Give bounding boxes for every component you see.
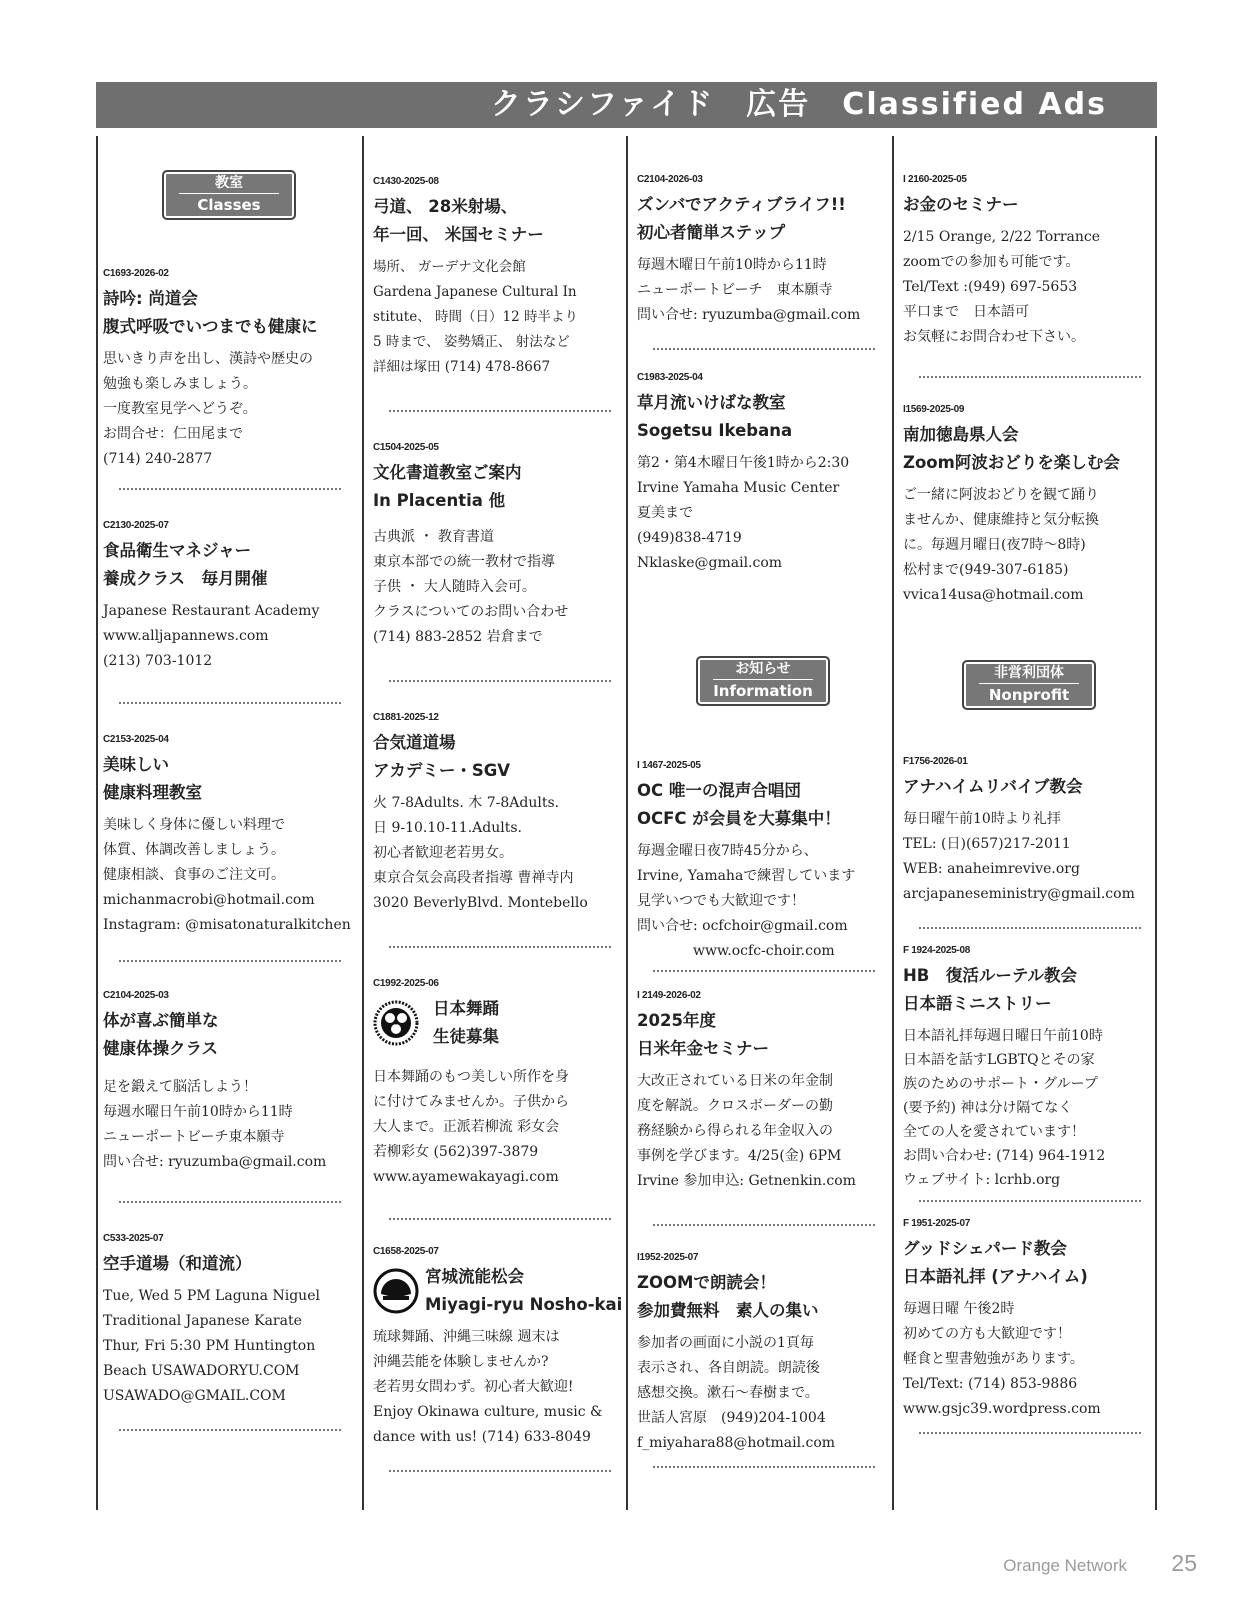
ad-title: 食品衛生マネジャー 養成クラス 毎月開催 xyxy=(103,541,268,588)
section-badge-information xyxy=(696,656,830,706)
ad-title: 日本舞踊 生徒募集 xyxy=(433,999,499,1046)
dotted-separator xyxy=(653,348,875,350)
classified-ad xyxy=(373,176,625,412)
badge-ja: お知らせ xyxy=(735,661,791,677)
classified-ad xyxy=(903,756,1155,929)
ad-body: 日本舞踊のもつ美しい所作を身 に付けてみませんか。子供から 大人まで。正派若柳流 彩女会 若柳彩女 (562)397-3879 www.ayamewakayagi.com xyxy=(373,1069,569,1185)
ad-body: 琉球舞踊、沖縄三味線 週末は 沖縄芸能を体験しませんか? 老若男女問わず。初心者大歓迎! Enjoy Okinawa culture, music & dance with us! (714) 633-8049 xyxy=(373,1329,603,1445)
ad-body: 毎日曜午前10時より礼拝 TEL: (日)(657)217-2011 WEB: anaheimrevive.org arcjapaneseministry@gmail.com xyxy=(903,811,1135,902)
ad-title: HB 復活ルーテル教会 日本語ミニストリー xyxy=(903,966,1078,1013)
classified-ad xyxy=(373,442,625,682)
classified-ad xyxy=(903,1218,1155,1434)
ad-body: Tue, Wed 5 PM Laguna Niguel Traditional Japanese Karate Thur, Fri 5:30 PM Huntington Beach USAWADORYU.COM USAWADO@GMAIL.COM xyxy=(103,1288,320,1404)
dotted-separator xyxy=(389,1218,611,1220)
column-1 xyxy=(103,150,355,1447)
ad-body: 第2・第4木曜日午後1時から2:30 Irvine Yamaha Music Center 夏美まで (949)838-4719 Nklaske@gmail.com xyxy=(637,455,850,571)
dotted-separator xyxy=(119,1429,341,1431)
ad-body: 2/15 Orange, 2/22 Torrance zoomでの参加も可能です。 Tel/Text :(949) 697-5653 平口まで 日本語可 お気軽にお問合わせ下さい。 xyxy=(903,229,1101,345)
classified-ad xyxy=(103,734,355,962)
ad-title: 宮城流能松会 Miyagi-ryu Nosho-kai xyxy=(425,1267,623,1314)
dotted-separator xyxy=(653,1224,875,1226)
fan-crest-logo-icon xyxy=(373,1268,419,1314)
column-rule xyxy=(892,136,894,1510)
column-rule xyxy=(96,136,98,1510)
ad-code: C2104-2025-03 xyxy=(103,990,169,1001)
dotted-separator xyxy=(389,946,611,948)
section-badge-nonprofit xyxy=(962,660,1096,710)
classified-ad xyxy=(373,978,625,1220)
column-rule xyxy=(362,136,364,1510)
ad-code: C1658-2025-07 xyxy=(373,1246,439,1257)
badge-en: Classes xyxy=(197,196,261,214)
dotted-separator xyxy=(119,488,341,490)
section-badge-classes xyxy=(162,170,296,220)
column-3 xyxy=(637,150,889,1484)
classified-ad xyxy=(637,990,889,1226)
ad-body: 場所、 ガーデナ文化会館 Gardena Japanese Cultural In stitute、 時間（日）12 時半より 5 時まで、 姿勢矯正、 射法など 詳細は塚田 (714) 478-8667 xyxy=(373,259,578,375)
ad-body: 足を鍛えて脳活しよう！ 毎週水曜日午前10時から11時 ニューポートビーチ東本願寺 問い合せ: ryuzumba@gmail.com xyxy=(103,1079,327,1170)
classified-ad xyxy=(903,945,1155,1202)
dotted-separator xyxy=(119,1201,341,1203)
ad-body: Japanese Restaurant Academy www.alljapannews.com (213) 703-1012 xyxy=(103,603,320,669)
ad-code: F 1924-2025-08 xyxy=(903,945,970,956)
dotted-separator xyxy=(653,1466,875,1468)
ad-code: F 1951-2025-07 xyxy=(903,1218,970,1229)
ad-body: 日本語礼拝毎週日曜日午前10時 日本語を話すLGBTQとその家 族のためのサポート・グループ (要予約) 神は分け隔てなく 全ての人を愛されています！ お問い合わせ: (714) 964-1912 ウェブサイト: lcrhb.org xyxy=(903,1028,1106,1188)
ad-title: 南加徳島県人会 Zoom阿波おどりを楽しむ会 xyxy=(903,425,1120,472)
ad-title: 空手道場（和道流） xyxy=(103,1254,252,1273)
ad-title: ズンバでアクティブライフ!! 初心者簡単ステップ xyxy=(637,195,846,242)
ad-code: C1504-2025-05 xyxy=(373,442,439,453)
ad-code: I 1467-2025-05 xyxy=(637,760,701,771)
ad-title: 体が喜ぶ簡単な 健康体操クラス xyxy=(103,1011,219,1058)
classified-ad xyxy=(103,268,355,490)
ad-body: 美味しく身体に優しい料理で 体質、体調改善しましょう。 健康相談、食事のご注文可。 michanmacrobi@hotmail.com Instagram: @misatonaturalkitchen xyxy=(103,817,351,933)
classified-ad xyxy=(637,760,889,972)
ad-title: 草月流いけばな教室 Sogetsu Ikebana xyxy=(637,393,793,440)
ad-code: C1992-2025-06 xyxy=(373,978,439,989)
classified-ad xyxy=(903,174,1155,378)
badge-en: Nonprofit xyxy=(988,686,1070,704)
ad-body: 火 7-8Adults. 木 7-8Adults. 日 9-10.10-11.Adults. 初心者歓迎老若男女。 東京合気会高段者指導 曹禅寺内 3020 BeverlyBlvd. Montebello xyxy=(373,795,588,911)
dotted-separator xyxy=(919,1200,1141,1202)
publication-name: Orange Network xyxy=(1003,1556,1127,1575)
ad-title: OC 唯一の混声合唱団 OCFC が会員を大募集中！ xyxy=(637,781,841,828)
classified-ad xyxy=(637,372,889,576)
ad-code: I 2149-2026-02 xyxy=(637,990,701,1001)
ad-code: I1569-2025-09 xyxy=(903,404,965,415)
ad-body: 毎週金曜日夜7時45分から、 Irvine, Yamahaで練習しています 見学いつでも大歓迎です！ 問い合せ: ocfchoir@gmail.com www.ocfc-choir.com xyxy=(637,843,856,959)
badge-ja: 非営利団体 xyxy=(994,665,1064,681)
ad-code: C533-2025-07 xyxy=(103,1233,164,1244)
page-header xyxy=(96,82,1157,128)
ad-title: お金のセミナー xyxy=(903,195,1019,214)
ad-title: 弓道、 28米射場、 年一回、 米国セミナー xyxy=(373,197,544,244)
logo-row xyxy=(373,1263,625,1319)
classified-ad xyxy=(637,1252,889,1468)
ad-title: ZOOMで朗読会！ 参加費無料 素人の集い xyxy=(637,1273,819,1320)
ad-title: グッドシェパード教会 日本語礼拝 (アナハイム) xyxy=(903,1239,1088,1286)
dotted-separator xyxy=(653,970,875,972)
header-title: クラシファイド 広告 Classified Ads xyxy=(490,87,1107,122)
classified-ad xyxy=(903,404,1155,608)
dotted-separator xyxy=(389,1470,611,1472)
classified-ad xyxy=(103,520,355,704)
logo-row xyxy=(373,995,625,1051)
ad-body: 思いきり声を出し、漢詩や歴史の 勉強も楽しみましょう。 一度教室見学へどうぞ。 お問合せ：仁田尾まで (714) 240-2877 xyxy=(103,351,313,467)
dotted-separator xyxy=(389,680,611,682)
ad-title: 美味しい 健康料理教室 xyxy=(103,755,202,802)
column-4 xyxy=(903,150,1155,1450)
ad-title: 文化書道教室ご案内 In Placentia 他 xyxy=(373,463,522,510)
ad-title: 2025年度 日米年金セミナー xyxy=(637,1011,769,1058)
ad-title: 合気道道場 アカデミー・SGV xyxy=(373,733,511,780)
ad-body: 大改正されている日米の年金制 度を解説。クロスボーダーの勤 務経験から得られる年金収入の 事例を学びます。4/25(金) 6PM Irvine 参加申込: Getnenkin.com xyxy=(637,1073,856,1189)
column-rule xyxy=(1155,136,1157,1510)
ad-code: C2130-2025-07 xyxy=(103,520,169,531)
classified-ad xyxy=(373,1246,625,1472)
ad-code: C1430-2025-08 xyxy=(373,176,439,187)
classified-ad xyxy=(103,990,355,1203)
classified-ad xyxy=(637,174,889,350)
ad-code: C1983-2025-04 xyxy=(637,372,703,383)
ad-body: 参加者の画面に小説の1頁毎 表示され、各自朗読。朗読後 感想交換。漱石～春樹まで。 世話人宮原 (949)204-1004 f_miyahara88@hotmail.com xyxy=(637,1335,836,1451)
column-2 xyxy=(373,150,625,1488)
ad-body: 古典派 ・ 教育書道 東京本部での統一教材で指導 子供 ・ 大人随時入会可。 クラスについてのお問い合わせ (714) 883-2852 岩倉まで xyxy=(373,529,569,645)
dotted-separator xyxy=(389,410,611,412)
ad-title: 詩吟: 尚道会 腹式呼吸でいつまでも健康に xyxy=(103,289,318,336)
dotted-separator xyxy=(919,1432,1141,1434)
dotted-separator xyxy=(919,927,1141,929)
ad-body: 毎週日曜 午後2時 初めての方も大歓迎です！ 軽食と聖書勉強があります。 Tel/Text: (714) 853-9886 www.gsjc39.wordpress.com xyxy=(903,1301,1101,1417)
classified-ad xyxy=(103,1233,355,1431)
dotted-separator xyxy=(919,376,1141,378)
ad-code: C1693-2026-02 xyxy=(103,268,169,279)
column-rule xyxy=(626,136,628,1510)
page-number: 25 xyxy=(1171,1550,1197,1576)
ad-code: C2104-2026-03 xyxy=(637,174,703,185)
badge-en: Information xyxy=(713,682,813,700)
ad-code: F1756-2026-01 xyxy=(903,756,968,767)
ad-code: C2153-2025-04 xyxy=(103,734,169,745)
ad-code: C1881-2025-12 xyxy=(373,712,439,723)
crest-logo-icon xyxy=(373,1000,419,1046)
dotted-separator xyxy=(119,960,341,962)
ad-code: I 2160-2025-05 xyxy=(903,174,967,185)
ad-body: ご一緒に阿波おどりを観て踊り ませんか、健康維持と気分転換 に。毎週月曜日(夜7時～8時) 松村まで(949-307-6185) vvica14usa@hotmail.com xyxy=(903,487,1099,603)
dotted-separator xyxy=(119,702,341,704)
classified-ad xyxy=(373,712,625,948)
badge-ja: 教室 xyxy=(215,175,243,191)
ad-code: I1952-2025-07 xyxy=(637,1252,699,1263)
ad-body: 毎週木曜日午前10時から11時 ニューポートビーチ 東本願寺 問い合せ: ryuzumba@gmail.com xyxy=(637,257,861,323)
ad-title: アナハイムリバイブ教会 xyxy=(903,777,1083,796)
